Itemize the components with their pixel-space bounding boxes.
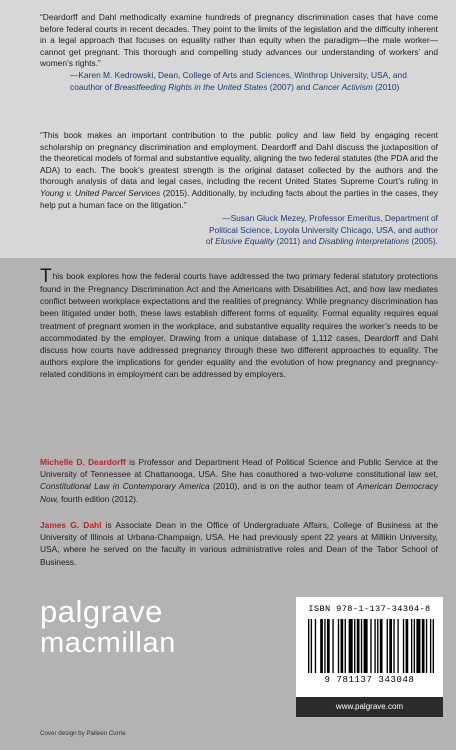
- barcode-bar: [320, 619, 323, 673]
- barcode-bar: [324, 619, 325, 673]
- publisher-logo: [40, 596, 176, 658]
- barcode-bar: [416, 619, 420, 673]
- barcode-bar: [341, 619, 344, 673]
- isbn-barcode: [296, 597, 443, 697]
- barcode-bar: [345, 619, 346, 673]
- barcode-bar: [389, 619, 392, 673]
- barcode-bar: [430, 619, 431, 673]
- attribution-text: (2010): [372, 81, 400, 92]
- barcode-bar: [380, 619, 383, 673]
- barcode-bar: [349, 619, 353, 673]
- attribution-text: (2007) and: [267, 81, 313, 92]
- barcode-bar: [393, 619, 394, 673]
- barcode-bar: [327, 619, 330, 673]
- logo-line-1: palgrave: [40, 594, 163, 629]
- endorsement-1: [40, 12, 438, 93]
- isbn-digits: 9 781137 343048: [324, 675, 415, 685]
- barcode-bar: [370, 619, 371, 673]
- author-bio-1: [40, 456, 438, 505]
- barcode-bar: [361, 619, 362, 673]
- barcode-bar: [364, 619, 368, 673]
- book-title: Elusive Equality: [215, 236, 275, 247]
- book-title: Breastfeeding Rights in the United States: [114, 81, 268, 92]
- cover-credit: Cover design by Paileen Currie: [40, 730, 126, 737]
- barcode-bar: [403, 619, 404, 673]
- endorsement-2-text: [40, 130, 438, 211]
- author-name: Michelle D. Deardorff: [40, 457, 126, 467]
- book-title: Constitutional Law in Contemporary America: [40, 481, 210, 492]
- barcode-bar: [315, 619, 316, 673]
- barcode-bar: [387, 619, 388, 673]
- publisher-url[interactable]: www.palgrave.com: [296, 697, 443, 717]
- attribution-text: (2011) and: [274, 236, 319, 247]
- book-title: Cancer Activism: [312, 81, 373, 92]
- barcode-bar: [332, 619, 333, 673]
- isbn-label: ISBN 978-1-137-34304-8: [308, 604, 431, 614]
- endorsement-2-attribution: [205, 213, 438, 248]
- barcode-bar: [357, 619, 360, 673]
- bio-text: (2010), and is on the author team of: [209, 481, 357, 492]
- barcode-bar: [426, 619, 427, 673]
- barcode-bar: [377, 619, 378, 673]
- book-description: [40, 266, 438, 381]
- attribution-text: —Karen M. Kedrowski, Dean, College of Arts and Sciences, Winthrop University, USA, and coauthor of: [70, 69, 407, 92]
- logo-line-2: macmillan: [40, 627, 176, 659]
- attribution-text: —Susan Gluck Mezey, Professor Emeritus, Department of Political Science, Loyola University Chicago, USA, and author of: [205, 213, 438, 247]
- barcode-bar: [311, 619, 312, 673]
- barcode-bar: [374, 619, 375, 673]
- barcode-bar: [338, 619, 339, 673]
- author-bio-2: [40, 519, 438, 568]
- bio-text: is Associate Dean in the Office of Undergraduate Affairs, College of Business at the University of Illinois at Urbana-Champaign, USA. He had previously spent 22 years at Millikin University, USA, where he served on the faculty in various administrative roles and Dean of the Tabor School of Business.: [40, 520, 438, 567]
- barcode-icon: [308, 619, 434, 673]
- author-name: James G. Dahl: [40, 520, 102, 530]
- barcode-bar: [308, 619, 309, 673]
- bio-text: is Professor and Department Head of Political Science and Public Service at the University of Tennessee at Chattanooga, USA. She has coauthored a two-volume constitutional law set,: [40, 457, 438, 480]
- book-title: American Democracy Now,: [40, 481, 438, 504]
- endorsement-1-text: “Deardorff and Dahl methodically examine hundreds of pregnancy discrimination cases that have come before federal courts in recent decades. They point to the limits of the legislation and the difficulty inherent in a legal approach that focuses on equality rather than equity when the paradigm—the male worker—cannot get pregnant. This thorough and compelling study advances our understanding of workers’ and women’s rights.”: [40, 12, 438, 69]
- quote-text: “This book makes an important contribution to the public policy and law field by engaging recent scholarship on pregnancy discrimination and employment. Deardorff and Dahl discuss the juxtaposition of the theoretical models of formal and substantive equality, aligning the two federal statutes (the PDA and the ADA) to each. The book’s greatest strength is the original dataset collected by the authors and the thorough analysis of data and legal cases, including the recent United States Supreme Court’s ruling in: [40, 130, 438, 187]
- drop-cap: T: [40, 266, 52, 287]
- barcode-bar: [411, 619, 412, 673]
- attribution-text: (2005).: [409, 236, 438, 247]
- endorsement-1-attribution: [70, 70, 438, 93]
- bio-text: fourth edition (2012).: [58, 493, 139, 504]
- barcode-bar: [433, 619, 434, 673]
- description-text: his book explores how the federal courts have addressed the two primary federal statutory protections found in the Pregnancy Discrimination Act and the Americans with Disabilities Act, and how law mediates conflict between workplace expectations and the realities of pregnancy. While pregnancy discrimination has been litigated under both, these laws establish different forms of equality. Formal equality requires equal treatment of pregnant women in the workplace, and substantive equality requires the worker’s needs to be accommodated by the employer. Drawing from a unique database of 1,112 cases, Deardorff and Dahl discuss how courts have addressed pregnancy through these two different approaches to equality. The authors explore the implications for gender equality and the evolution of how pregnancy and pregnancy-related conditions in employment can be addressed by employers.: [40, 271, 438, 380]
- quote-text: (2015). Additionally, by including facts about the parties in the cases, they help put a human face on the litigation.”: [40, 187, 438, 210]
- barcode-bar: [406, 619, 409, 673]
- book-title: Disabling Interpretations: [318, 236, 410, 247]
- barcode-bar: [422, 619, 425, 673]
- barcode-bar: [354, 619, 355, 673]
- case-title: Young v. United Parcel Services: [40, 187, 161, 198]
- barcode-bar: [414, 619, 415, 673]
- endorsement-2: [40, 130, 438, 248]
- barcode-bar: [397, 619, 398, 673]
